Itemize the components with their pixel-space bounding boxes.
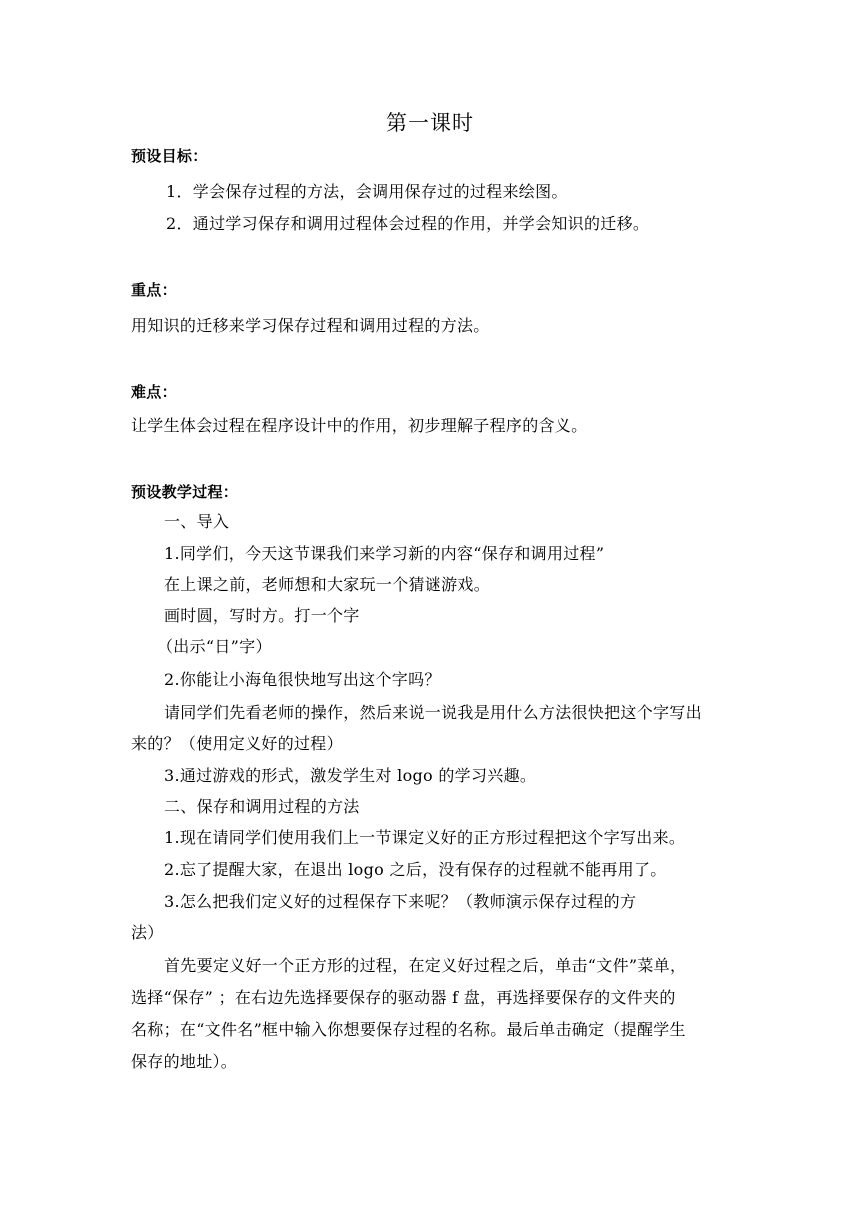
- process-line: 1.同学们，今天这节课我们来学习新的内容“保存和调用过程”: [164, 544, 605, 563]
- process-line: 来的？（使用定义好的过程）: [131, 734, 343, 753]
- goals-heading: 预设目标：: [131, 147, 208, 165]
- document-title: 第一课时: [386, 111, 474, 135]
- process-line: 在上课之前，老师想和大家玩一个猜谜游戏。: [164, 575, 491, 594]
- process-line: 一、导入: [164, 512, 230, 531]
- process-line: （出示“日”字）: [157, 637, 272, 656]
- process-line: 首先要定义好一个正方形的过程，在定义好过程之后，单击“文件”菜单，: [164, 956, 687, 975]
- process-line: 法）: [131, 923, 164, 942]
- process-line: 保存的地址）。: [131, 1052, 238, 1071]
- difficulty-heading: 难点：: [131, 383, 177, 401]
- process-line: 选择“保存” ；在右边先选择要保存的驱动器 f 盘，再选择要保存的文件夹的: [131, 988, 676, 1007]
- process-line: 3.通过游戏的形式，激发学生对 logo 的学习兴趣。: [164, 766, 537, 785]
- process-line: 3.怎么把我们定义好的过程保存下来呢？（教师演示保存过程的方: [164, 892, 637, 911]
- process-line: 画时圆，写时方。打一个字: [164, 606, 360, 625]
- process-heading: 预设教学过程：: [131, 483, 239, 501]
- process-line: 二、保存和调用过程的方法: [164, 797, 360, 816]
- goal-item: 2．通过学习保存和调用过程体会过程的作用，并学会知识的迁移。: [166, 214, 650, 233]
- process-line: 请同学们先看老师的操作，然后来说一说我是用什么方法很快把这个字写出: [164, 703, 702, 722]
- difficulty-text: 让学生体会过程在程序设计中的作用，初步理解子程序的含义。: [131, 416, 588, 435]
- key-heading: 重点：: [131, 281, 177, 299]
- process-line: 名称；在“文件名”框中输入你想要保存过程的名称。最后单击确定（提醒学生: [131, 1020, 686, 1039]
- process-line: 1.现在请同学们使用我们上一节课定义好的正方形过程把这个字写出来。: [164, 828, 686, 847]
- goal-item: 1．学会保存过程的方法，会调用保存过的过程来绘图。: [166, 182, 568, 201]
- process-line: 2.你能让小海龟很快地写出这个字吗？: [164, 670, 441, 689]
- key-text: 用知识的迁移来学习保存过程和调用过程的方法。: [131, 316, 490, 335]
- process-line: 2.忘了提醒大家，在退出 logo 之后，没有保存的过程就不能再用了。: [164, 860, 667, 879]
